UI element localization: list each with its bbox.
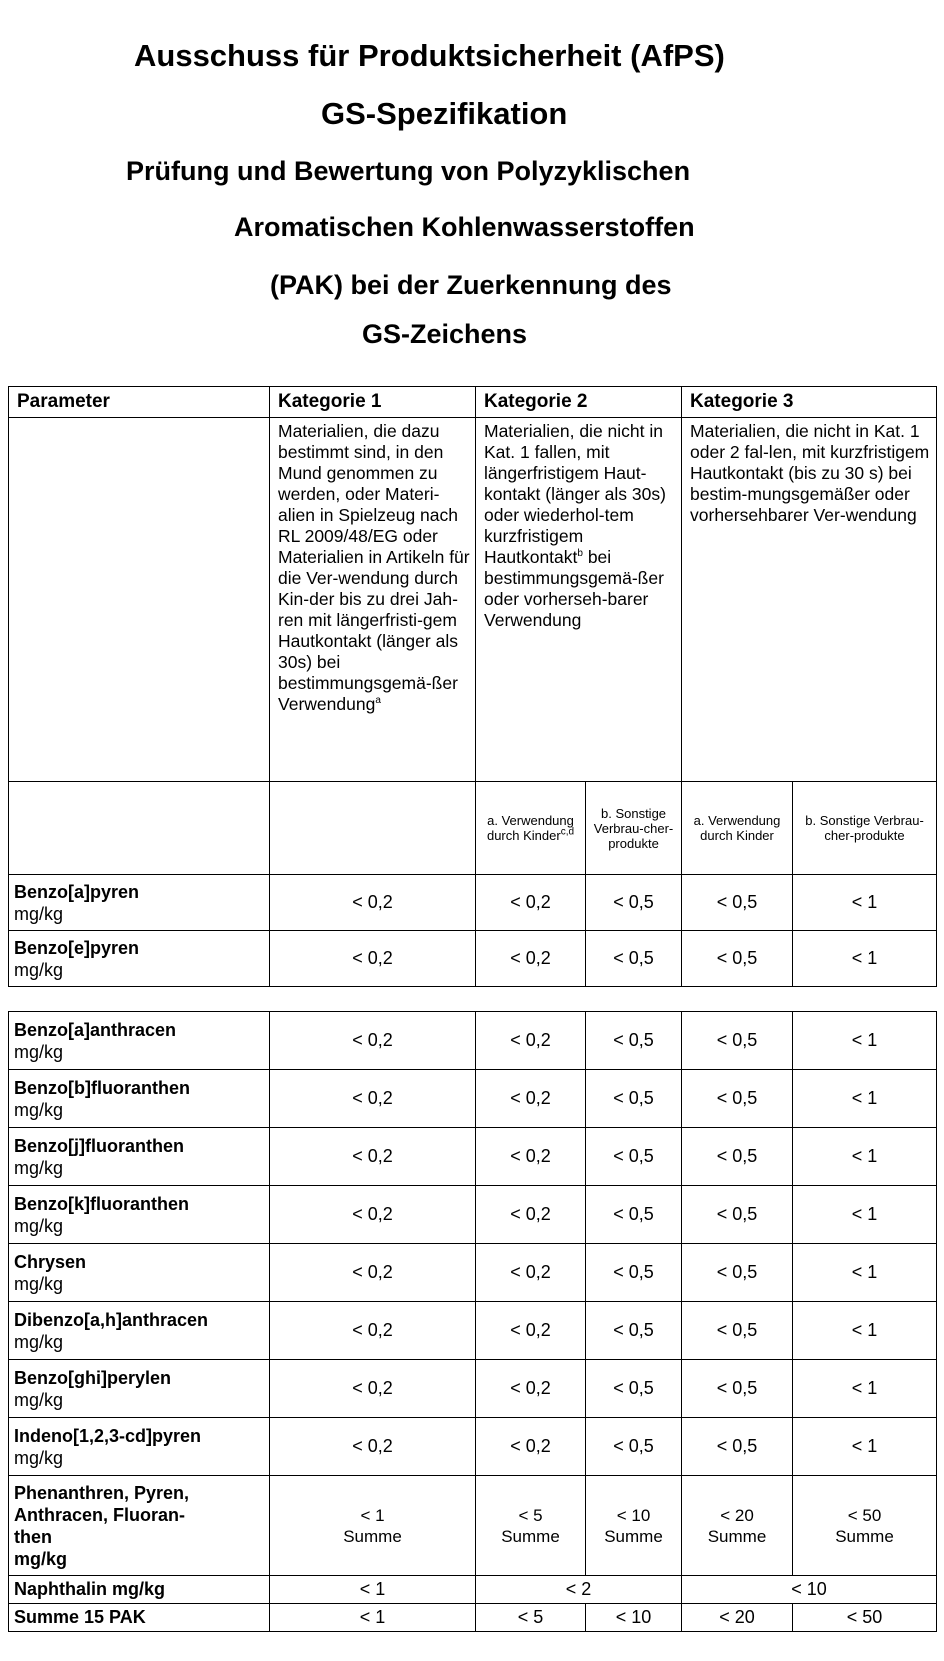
- table-header-row: [9, 387, 937, 418]
- title-subject-2: Aromatischen Kohlenwasserstoffen: [234, 212, 695, 242]
- param-unit: mg/kg: [14, 1447, 64, 1468]
- subheader-k2-sonstige: b. Sonstige Verbrau-cher-produkte: [586, 782, 682, 875]
- param-name: Chrysen: [14, 1251, 87, 1272]
- param-cell: [9, 931, 270, 987]
- param-name: Benzo[a]pyren: [14, 881, 140, 902]
- param-unit: mg/kg: [14, 1099, 64, 1120]
- pak-limits-table-bottom: [8, 1011, 937, 1632]
- value-k2a: < 0,2: [476, 1012, 586, 1070]
- param-name: Benzo[b]fluoranthen: [14, 1077, 190, 1098]
- value-k2b: < 0,5: [586, 1186, 682, 1244]
- value-k2b: < 0,5: [586, 1418, 682, 1476]
- value-k3b: < 1: [793, 1244, 937, 1302]
- value-k1: < 1 Summe: [270, 1476, 476, 1576]
- value-k3a: < 0,5: [682, 1012, 793, 1070]
- title-subject-1: Prüfung und Bewertung von Polyzyklischen: [126, 156, 691, 186]
- subheader-k3-kinder: a. Verwendung durch Kinder: [682, 782, 793, 875]
- value-k3b: < 1: [793, 1418, 937, 1476]
- value-k2b: < 0,5: [586, 1302, 682, 1360]
- table-row: [9, 1418, 937, 1476]
- value-k1: < 1: [270, 1604, 476, 1632]
- value-k2a: < 0,2: [476, 931, 586, 987]
- value-k3a: < 0,5: [682, 931, 793, 987]
- value-k2a: < 0,2: [476, 1244, 586, 1302]
- param-cell: [9, 1244, 270, 1302]
- value-k2b: < 10: [586, 1604, 682, 1632]
- title-committee: Ausschuss für Produktsicherheit (AfPS): [134, 38, 725, 73]
- description-kategorie-1: Materialien, die dazu bestimmt sind, in den Mund genommen zu werden, oder Materi-alien in Spielzeug nach RL 2009/48/EG oder Materialien in Artikeln für die Ver-wendung durch Kin-der bis zu drei Jah-ren mit längerfristi-gem Hautkontakt (länger als 30s) bei bestimmungsgemä-ßer Verwendung$^a$: [270, 418, 476, 782]
- param-cell: [9, 1186, 270, 1244]
- param-name: Indeno[1,2,3-cd]pyren: [14, 1425, 202, 1446]
- value-k3a: < 20: [682, 1604, 793, 1632]
- value-k2a: < 0,2: [476, 1070, 586, 1128]
- value-k3a: < 0,5: [682, 1244, 793, 1302]
- value-k2a: < 0,2: [476, 1360, 586, 1418]
- param-name: Benzo[e]pyren: [14, 937, 140, 958]
- param-unit: mg/kg: [14, 1331, 64, 1352]
- param-unit: mg/kg: [14, 1041, 64, 1062]
- header-kategorie-3: Kategorie 3: [682, 387, 937, 418]
- value-k1: < 0,2: [270, 1360, 476, 1418]
- table-row-naphthalin: [9, 1576, 937, 1604]
- value-k2a: < 0,2: [476, 875, 586, 931]
- title-subject-3: (PAK) bei der Zuerkennung des: [270, 270, 672, 300]
- table-row: [9, 875, 937, 931]
- value-k3b: < 1: [793, 1012, 937, 1070]
- value-k2a: < 0,2: [476, 1128, 586, 1186]
- param-unit: mg/kg: [14, 1273, 64, 1294]
- value-k3a: < 0,5: [682, 1418, 793, 1476]
- value-k3b: < 50: [793, 1604, 937, 1632]
- description-empty: [9, 418, 270, 782]
- param-cell: [9, 1012, 270, 1070]
- subheader-k3-sonstige: b. Sonstige Verbrau-cher-produkte: [793, 782, 937, 875]
- value-k1: < 0,2: [270, 1128, 476, 1186]
- subheader-k2-kinder: a. Verwendung durch Kinder$^{c,d}$: [476, 782, 586, 875]
- param-cell: [9, 1418, 270, 1476]
- value-k3a: < 0,5: [682, 875, 793, 931]
- value-k2b: < 0,5: [586, 1360, 682, 1418]
- table-row: [9, 1186, 937, 1244]
- subheader-row: [9, 782, 937, 875]
- value-k3b: < 1: [793, 1302, 937, 1360]
- param-name: Benzo[k]fluoranthen: [14, 1193, 189, 1214]
- value-k1: < 0,2: [270, 1302, 476, 1360]
- value-k2b: < 0,5: [586, 1070, 682, 1128]
- subheader-empty-param: [9, 782, 270, 875]
- param-cell: [9, 1360, 270, 1418]
- value-k3a: < 0,5: [682, 1360, 793, 1418]
- param-unit: mg/kg: [14, 1157, 64, 1178]
- value-k2a: < 0,2: [476, 1186, 586, 1244]
- param-summe15: Summe 15 PAK: [9, 1604, 270, 1632]
- value-k2a: < 0,2: [476, 1418, 586, 1476]
- value-k2b: < 0,5: [586, 1128, 682, 1186]
- value-k3b: < 1: [793, 1070, 937, 1128]
- value-k1: < 0,2: [270, 1012, 476, 1070]
- header-kategorie-1: Kategorie 1: [270, 387, 476, 418]
- value-k3a: < 0,5: [682, 1070, 793, 1128]
- description-kategorie-3: Materialien, die nicht in Kat. 1 oder 2 fal-len, mit kurzfristigem Hautkontakt (bis zu 30 s) bei bestim-mungsgemäßer oder vorhersehbarer Ver-wendung: [682, 418, 937, 782]
- table-row: [9, 1128, 937, 1186]
- param-cell: [9, 1302, 270, 1360]
- value-k1: < 0,2: [270, 1418, 476, 1476]
- value-k2b: < 0,5: [586, 931, 682, 987]
- value-k3b: < 1: [793, 931, 937, 987]
- value-k2a: < 0,2: [476, 1302, 586, 1360]
- value-k3b: < 1: [793, 875, 937, 931]
- value-k3b: < 1: [793, 1186, 937, 1244]
- param-unit: mg/kg: [14, 903, 64, 924]
- value-k2a: < 5: [476, 1604, 586, 1632]
- param-name: Dibenzo[a,h]anthracen: [14, 1309, 209, 1330]
- value-k3a: < 0,5: [682, 1186, 793, 1244]
- value-k2b: < 0,5: [586, 1244, 682, 1302]
- value-k3a: < 20 Summe: [682, 1476, 793, 1576]
- value-k1: < 0,2: [270, 931, 476, 987]
- table-row-sum4: [9, 1476, 937, 1576]
- description-kategorie-2: Materialien, die nicht in Kat. 1 fallen, mit längerfristigem Haut-kontakt (länger als 30s) oder wiederhol-tem kurzfristigem Hautkontakt$^b$ bei bestimmungsgemä-ßer oder vorherseh-barer Verwendung: [476, 418, 682, 782]
- table-row: [9, 1360, 937, 1418]
- value-k3a: < 0,5: [682, 1302, 793, 1360]
- table-row: [9, 1302, 937, 1360]
- value-k2b: < 10 Summe: [586, 1476, 682, 1576]
- param-cell: Phenanthren, Pyren, Anthracen, Fluoran- then mg/kg: [9, 1476, 270, 1576]
- table-row-summe15: [9, 1604, 937, 1632]
- table-row: [9, 1244, 937, 1302]
- value-k2a: < 5 Summe: [476, 1476, 586, 1576]
- param-unit: mg/kg: [14, 1389, 64, 1410]
- pak-limits-table-top: [8, 386, 937, 987]
- value-k2: < 2: [476, 1576, 682, 1604]
- param-name: Benzo[j]fluoranthen: [14, 1135, 184, 1156]
- value-k3b: < 1: [793, 1360, 937, 1418]
- value-k3b: < 1: [793, 1128, 937, 1186]
- param-cell: [9, 1070, 270, 1128]
- param-name: Benzo[a]anthracen: [14, 1019, 177, 1040]
- value-k3: < 10: [682, 1576, 937, 1604]
- title-subject-4: GS-Zeichens: [362, 319, 528, 349]
- description-row: [9, 418, 937, 782]
- value-k3b: < 50 Summe: [793, 1476, 937, 1576]
- param-unit: mg/kg: [14, 959, 64, 980]
- value-k1: < 1: [270, 1576, 476, 1604]
- value-k1: < 0,2: [270, 1244, 476, 1302]
- value-k1: < 0,2: [270, 875, 476, 931]
- param-naphthalin: Naphthalin mg/kg: [9, 1576, 270, 1604]
- subheader-empty-kat1: [270, 782, 476, 875]
- param-unit: mg/kg: [14, 1215, 64, 1236]
- value-k1: < 0,2: [270, 1186, 476, 1244]
- param-cell: [9, 1128, 270, 1186]
- value-k2b: < 0,5: [586, 875, 682, 931]
- param-name: Benzo[ghi]perylen: [14, 1367, 172, 1388]
- header-parameter: Parameter: [9, 387, 270, 418]
- header-kategorie-2: Kategorie 2: [476, 387, 682, 418]
- value-k2b: < 0,5: [586, 1012, 682, 1070]
- title-spec: GS-Spezifikation: [321, 96, 568, 131]
- table-row: [9, 931, 937, 987]
- param-cell: [9, 875, 270, 931]
- value-k1: < 0,2: [270, 1070, 476, 1128]
- table-row: [9, 1070, 937, 1128]
- table-row: [9, 1012, 937, 1070]
- value-k3a: < 0,5: [682, 1128, 793, 1186]
